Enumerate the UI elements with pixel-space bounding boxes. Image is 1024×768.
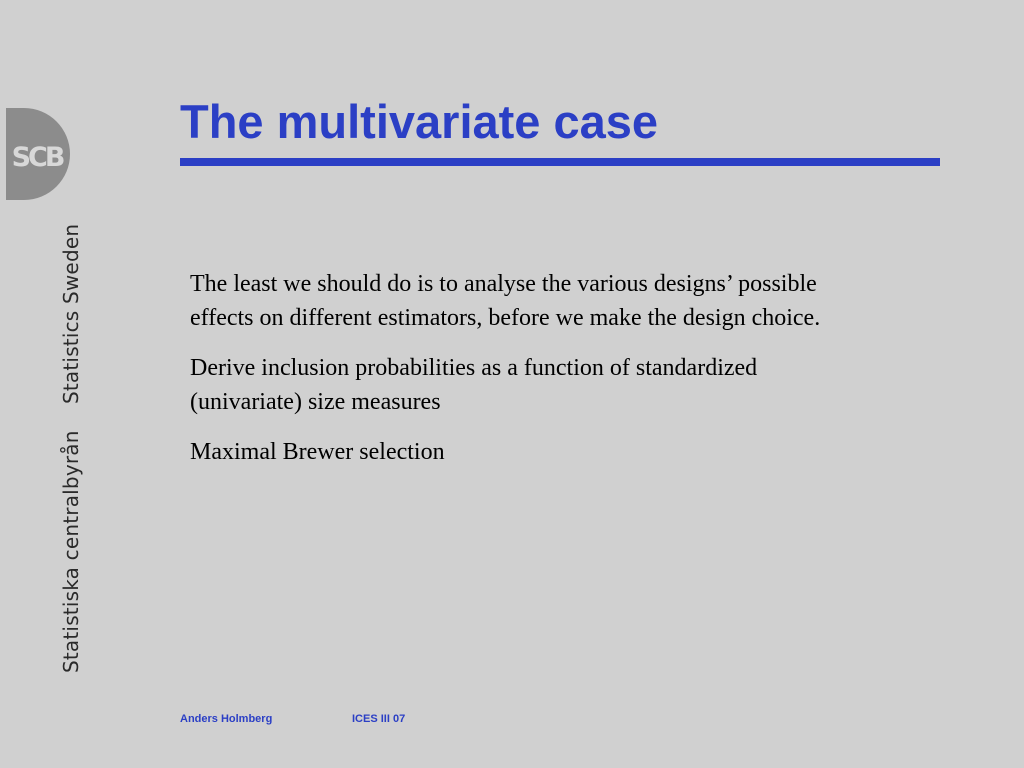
title-underline [180, 158, 940, 166]
svg-text:SCB: SCB [11, 142, 63, 173]
footer-event: ICES III 07 [352, 713, 406, 725]
slide-title: The multivariate case [180, 95, 659, 148]
org-name-swedish: Statistiska centralbyrån [59, 430, 83, 673]
body-paragraph: The least we should do is to analyse the various designs’ possible effects on different estimators, before we make the design choice. [190, 271, 821, 331]
scb-logo [0, 108, 70, 200]
org-name-english: Statistics Sweden [59, 223, 83, 404]
body-paragraph: Derive inclusion probabilities as a function of standardized (univariate) size measures [190, 355, 758, 415]
slide-body [190, 267, 850, 485]
footer-author: Anders Holmberg [180, 713, 273, 725]
body-paragraph: Maximal Brewer selection [190, 439, 445, 465]
